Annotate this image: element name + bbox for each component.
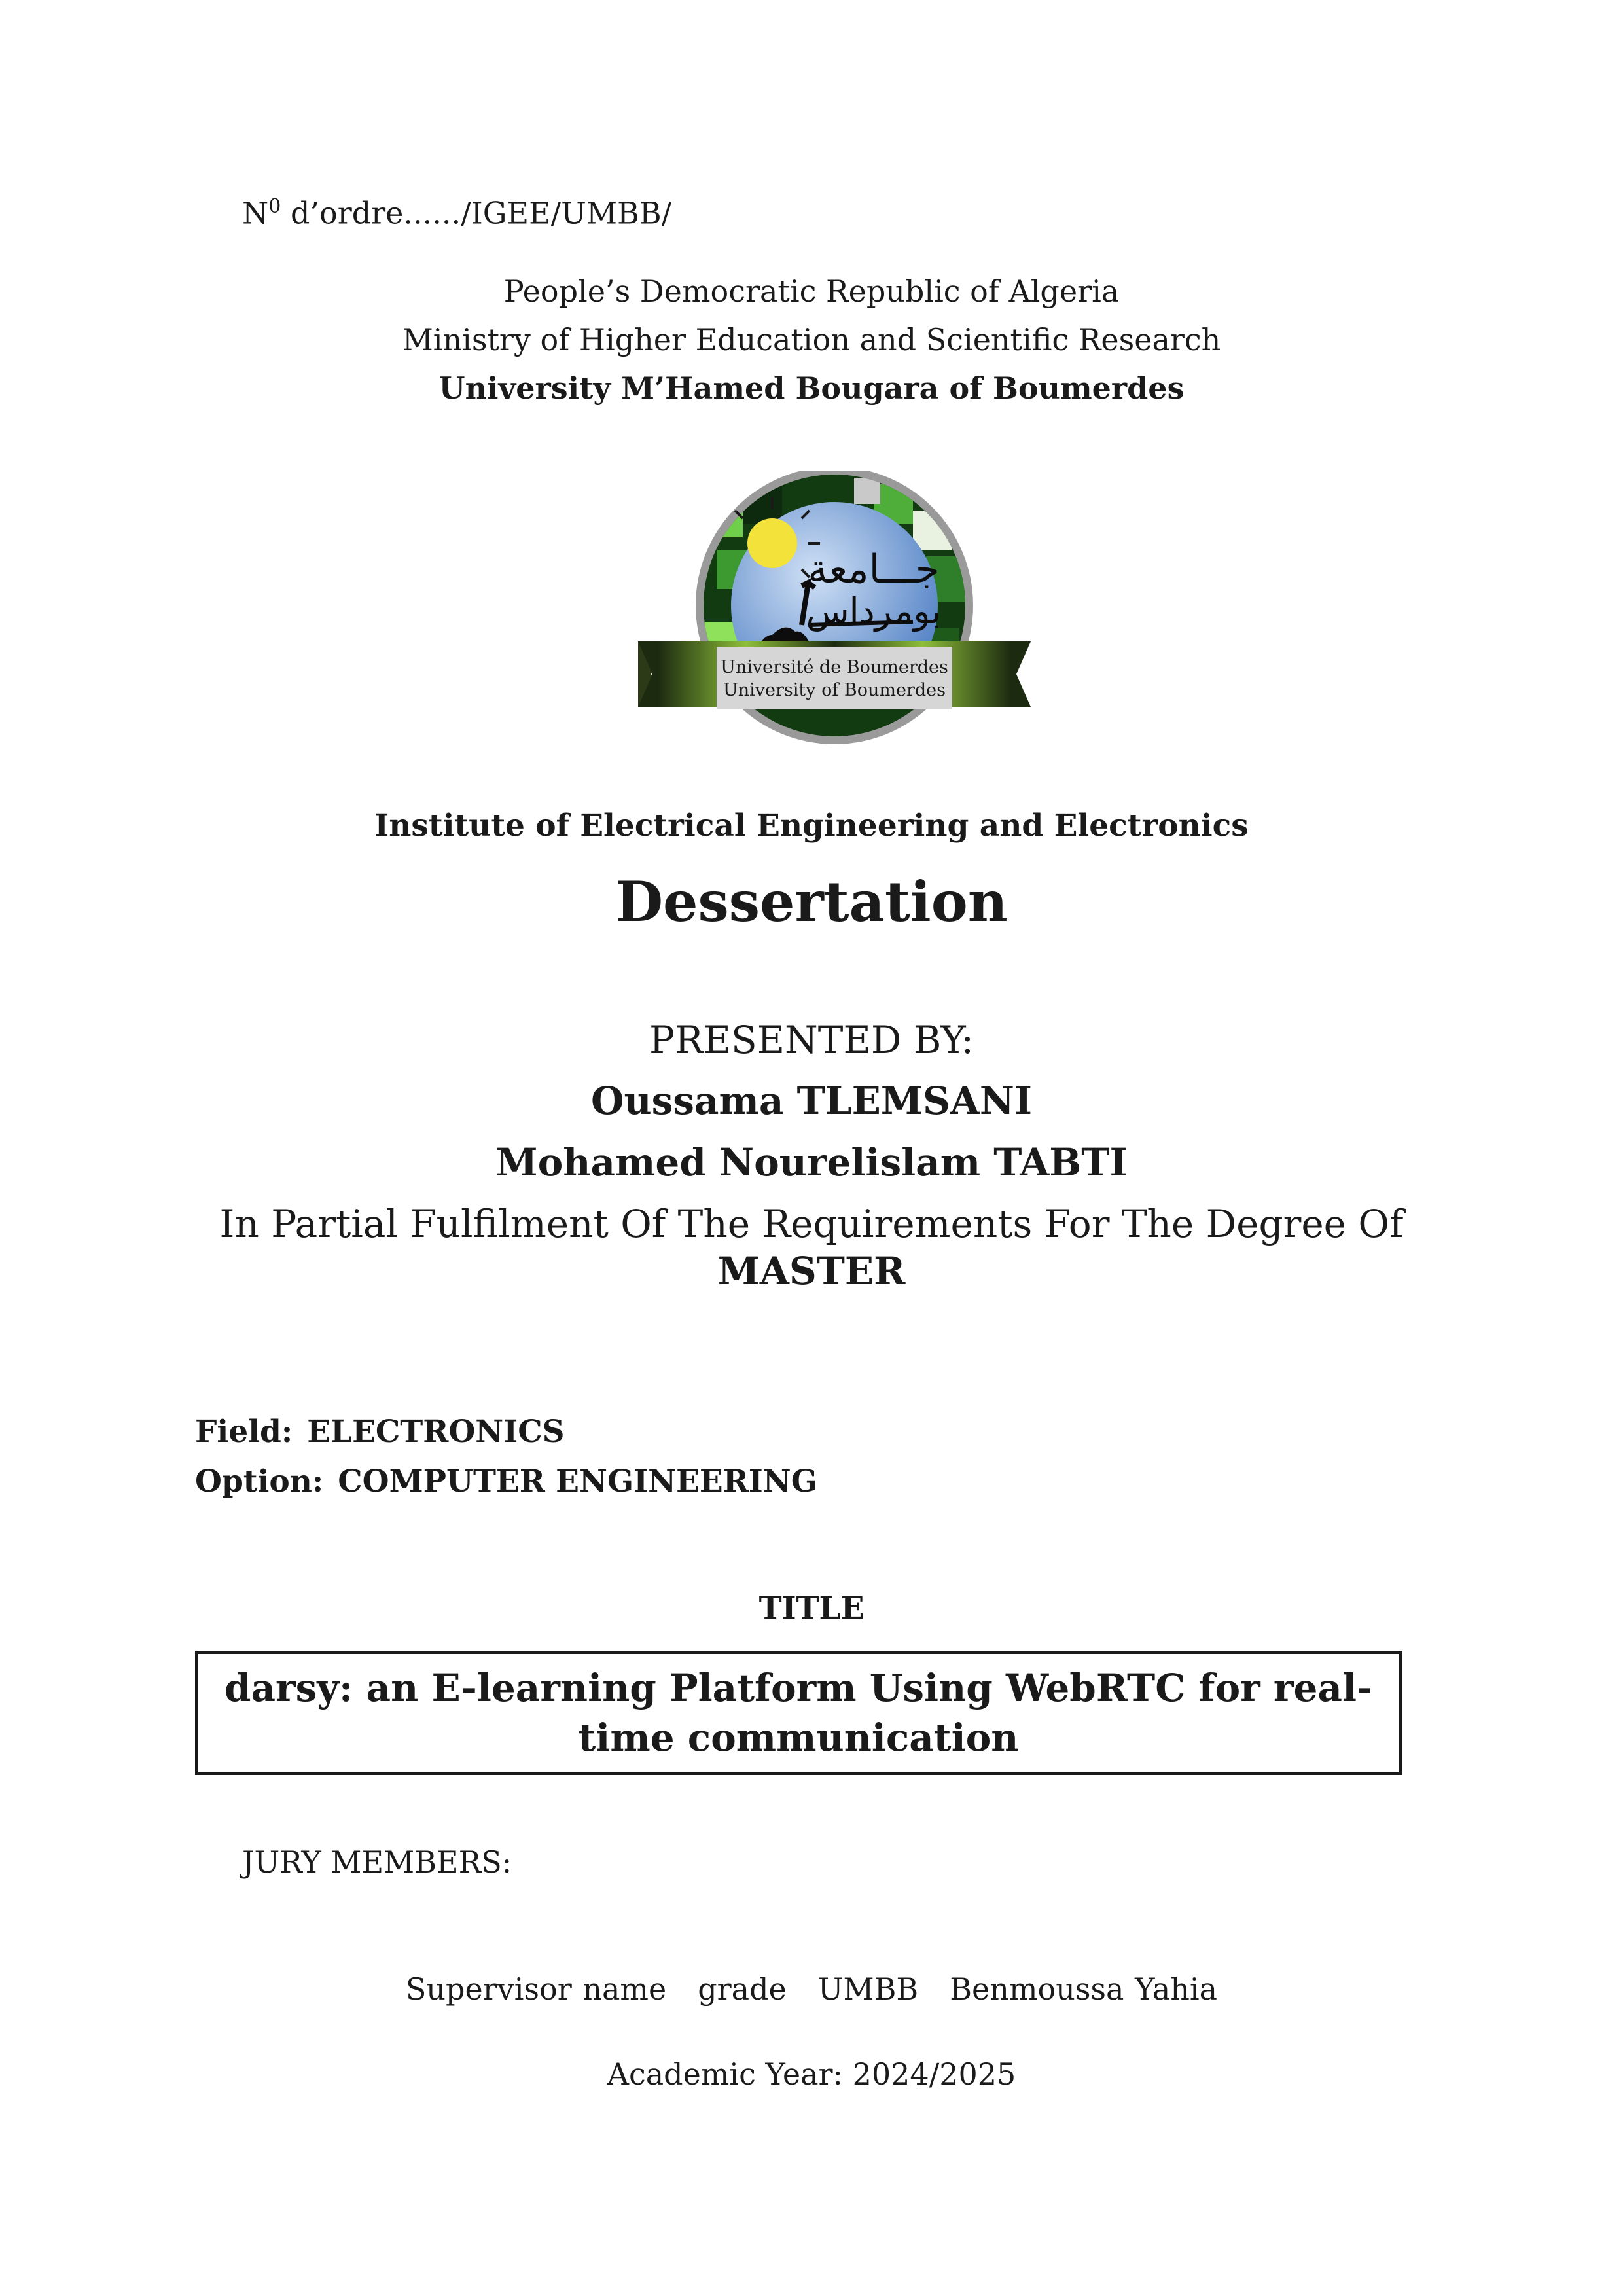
author-name: Mohamed Nourelislam TABTI bbox=[495, 1140, 1128, 1185]
jury-grade: grade bbox=[698, 1971, 787, 2007]
country-name: People’s Democratic Republic of Algeria bbox=[503, 274, 1120, 309]
field-line bbox=[195, 1414, 565, 1450]
thesis-title-box bbox=[195, 1651, 1402, 1775]
author-name: Oussama TLEMSANI bbox=[590, 1079, 1033, 1123]
document-type: Dessertation bbox=[615, 869, 1008, 934]
thesis-title: darsy: an E-learning Platform Using WebRTC for real-time communication bbox=[224, 1666, 1373, 1760]
order-number: $N^0$ d’ordre....../IGEE/UMBB/ bbox=[242, 195, 672, 231]
field-value: ELECTRONICS bbox=[307, 1414, 565, 1450]
field-label: Field: bbox=[195, 1414, 293, 1450]
option-value: COMPUTER ENGINEERING bbox=[338, 1463, 817, 1499]
partial-fulfilment-text: In Partial Fulfilment Of The Requirements For The Degree Of bbox=[219, 1202, 1404, 1246]
jury-row bbox=[0, 1971, 1623, 2007]
presented-by-label: PRESENTED BY: bbox=[649, 1018, 974, 1062]
jury-role: Benmoussa Yahia bbox=[950, 1971, 1218, 2007]
academic-year: Academic Year: 2024/2025 bbox=[607, 2056, 1016, 2092]
logo-arabic-line1: جـــامعة bbox=[808, 547, 940, 592]
university-name: University M’Hamed Bougara of Boumerdes bbox=[438, 370, 1185, 406]
logo-banner-line2: University of Boumerdes bbox=[722, 680, 946, 700]
jury-institution: UMBB bbox=[817, 1971, 919, 2007]
jury-label: JURY MEMBERS: bbox=[242, 1844, 512, 1880]
title-label: TITLE bbox=[758, 1590, 865, 1626]
logo-banner-line1: Université de Boumerdes bbox=[721, 657, 948, 677]
jury-name: Supervisor name bbox=[405, 1971, 667, 2007]
university-logo bbox=[638, 471, 1031, 753]
institute-name: Institute of Electrical Engineering and Electronics bbox=[374, 808, 1249, 844]
degree-name: MASTER bbox=[717, 1249, 906, 1293]
option-line bbox=[195, 1463, 817, 1499]
option-label: Option: bbox=[195, 1463, 324, 1499]
logo-arabic-line2: بومرداس bbox=[806, 590, 942, 632]
ministry-name: Ministry of Higher Education and Scientific Research bbox=[402, 322, 1221, 357]
